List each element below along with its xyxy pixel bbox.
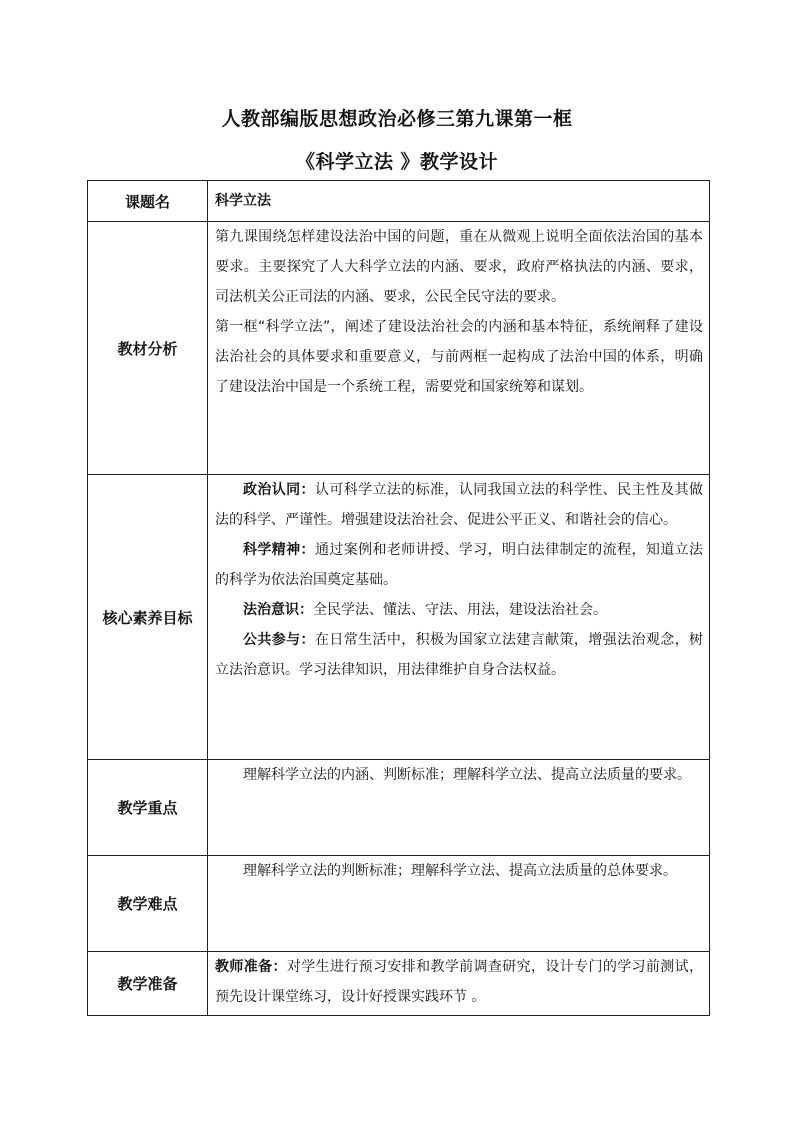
core-literacy-item-lead: 公共参与： — [243, 632, 315, 648]
topic-value-text: 科学立法 — [215, 193, 271, 209]
table-row-difficulties — [88, 856, 710, 952]
core-literacy-item-lead: 科学精神： — [243, 542, 315, 558]
core-literacy-item-text: 认可科学立法的标准，认同我国立法的科学性、民主性及其做法的科学、严谨性。增强建设法治社会、促进公平正义、和谐社会的信心。 — [215, 482, 704, 528]
core-literacy-item-text: 在日常生活中，积极为国家立法建言献策，增强法治观念，树立法治意识。学习法律知识，用法律维护自身合法权益。 — [215, 632, 704, 678]
difficulties-label: 教学难点 — [88, 856, 208, 952]
preparation-body: 对学生进行预习安排和教学前调查研究，设计专门的学习前测试， 预先设计课堂练习，设计好授课实践环节 。 — [215, 959, 704, 1005]
difficulties-text: 理解科学立法的判断标准；理解科学立法、提高立法质量的总体要求。 — [243, 863, 677, 879]
core-literacy-content — [208, 475, 710, 760]
preparation-content — [208, 952, 710, 1016]
material-analysis-paragraph: 第九课围绕怎样建设法治中国的问题，重在从微观上说明全面依法治国的基本要求。主要探究了人大科学立法的内涵、要求，政府严格执法的内涵、要求，司法机关公正司法的内涵、要求，公民全民守法的要求。 — [215, 229, 703, 305]
lesson-plan-table — [87, 180, 710, 1016]
core-literacy-item-text: 通过案例和老师讲授、学习，明白法律制定的流程，知道立法的科学为依法治国奠定基础。 — [215, 542, 704, 588]
preparation-lead: 教师准备： — [215, 959, 287, 975]
topic-value — [208, 181, 710, 222]
preparation-text — [215, 952, 703, 1012]
material-analysis-paragraph: 第一框“科学立法”，阐述了建设法治社会的内涵和基本特征，系统阐释了建设法治社会的具体要求和重要意义，与前两框一起构成了法治中国的体系，明确了建设法治中国是一个系统工程，需要党和国家统筹和谋划。 — [215, 319, 703, 395]
core-literacy-item — [215, 625, 703, 685]
material-analysis-content — [208, 222, 710, 475]
difficulties-content — [208, 856, 710, 952]
table-row-material-analysis — [88, 222, 710, 475]
core-literacy-item-lead: 政治认同： — [243, 482, 315, 498]
document-subtitle: 《科学立法 》教学设计 — [295, 151, 499, 173]
table-row-topic — [88, 181, 710, 222]
core-literacy-item-lead: 法治意识： — [243, 602, 313, 618]
core-literacy-item — [215, 475, 703, 535]
table-row-preparation — [88, 952, 710, 1016]
core-literacy-item — [215, 595, 703, 625]
core-literacy-item — [215, 535, 703, 595]
core-literacy-item-text: 全民学法、懂法、守法、用法，建设法治社会。 — [313, 602, 607, 618]
document-title: 人教部编版思想政治必修三第九课第一框 — [221, 108, 573, 130]
table-row-core-literacy — [88, 475, 710, 760]
key-points-content — [208, 760, 710, 856]
table-row-key-points — [88, 760, 710, 856]
topic-label: 课题名 — [88, 181, 208, 222]
core-literacy-label: 核心素养目标 — [88, 475, 208, 760]
key-points-label: 教学重点 — [88, 760, 208, 856]
material-analysis-label: 教材分析 — [88, 222, 208, 475]
preparation-label: 教学准备 — [88, 952, 208, 1016]
key-points-text: 理解科学立法的内涵、判断标准；理解科学立法、提高立法质量的要求。 — [243, 767, 691, 783]
